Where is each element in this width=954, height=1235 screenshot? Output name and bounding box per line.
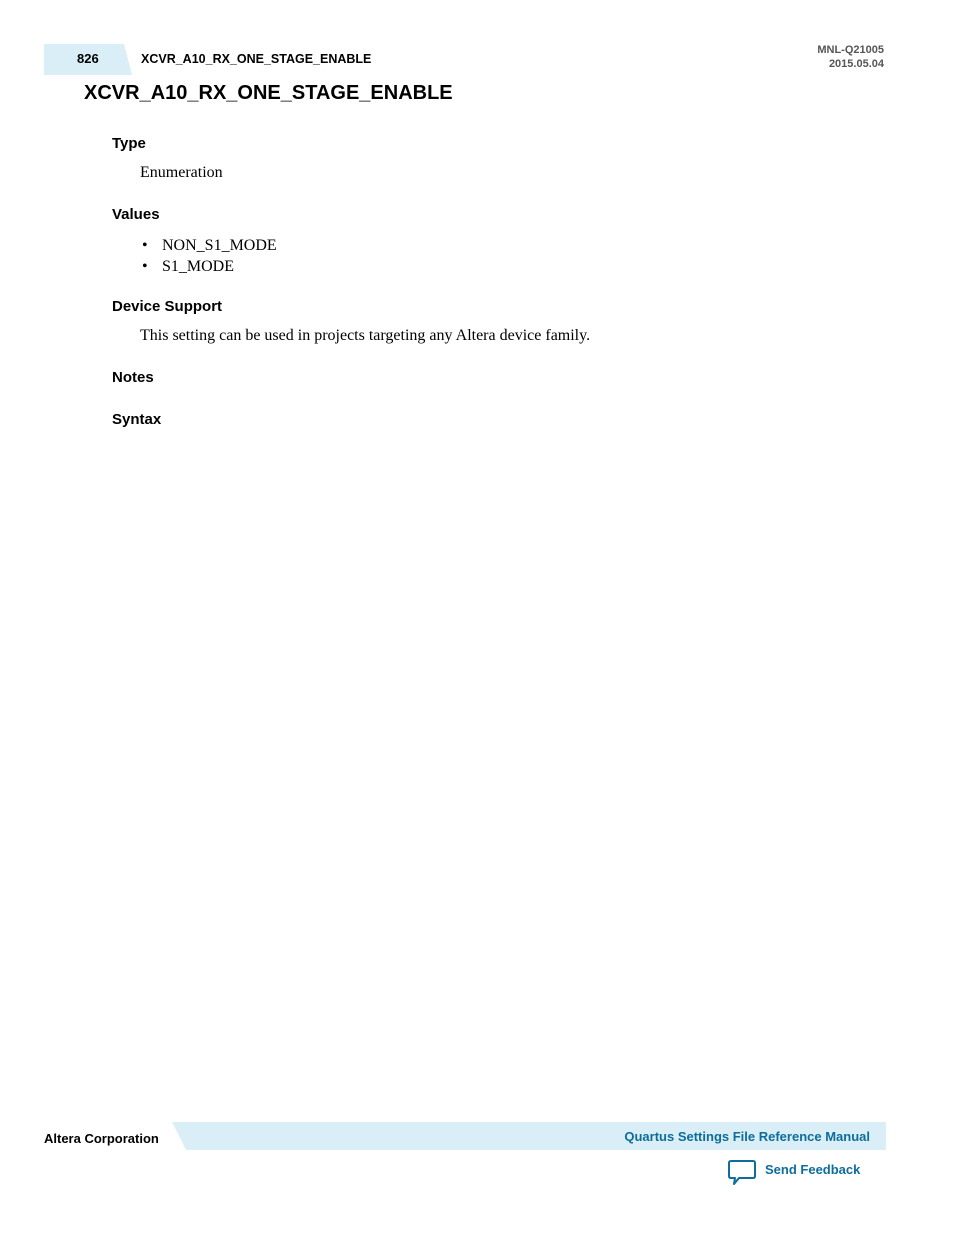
page-title: XCVR_A10_RX_ONE_STAGE_ENABLE xyxy=(84,82,453,104)
type-value: Enumeration xyxy=(140,164,223,181)
footer-company: Altera Corporation xyxy=(44,1131,159,1146)
doc-meta xyxy=(817,43,884,71)
type-heading: Type xyxy=(112,135,146,152)
device-support-heading: Device Support xyxy=(112,298,223,315)
send-feedback-label[interactable]: Send Feedback xyxy=(765,1162,861,1177)
bullet: • xyxy=(142,258,148,275)
page-number: 826 xyxy=(77,51,99,66)
footer-manual-title[interactable]: Quartus Settings File Reference Manual xyxy=(624,1129,870,1144)
notes-heading: Notes xyxy=(112,369,154,386)
send-feedback-link[interactable] xyxy=(727,1159,860,1187)
bullet: • xyxy=(142,237,148,254)
device-support-text: This setting can be used in projects targeting any Altera device family. xyxy=(140,327,591,344)
values-heading: Values xyxy=(112,206,160,223)
doc-date: 2015.05.04 xyxy=(828,58,884,70)
speech-bubble-icon xyxy=(727,1159,757,1187)
syntax-heading: Syntax xyxy=(112,411,162,428)
values-list xyxy=(140,235,277,277)
running-title: XCVR_A10_RX_ONE_STAGE_ENABLE xyxy=(141,52,372,66)
value-item-label: NON_S1_MODE xyxy=(162,237,277,254)
doc-id: MNL-Q21005 xyxy=(817,44,884,56)
list-item xyxy=(140,256,277,277)
list-item xyxy=(140,235,277,256)
value-item-label: S1_MODE xyxy=(162,258,235,275)
